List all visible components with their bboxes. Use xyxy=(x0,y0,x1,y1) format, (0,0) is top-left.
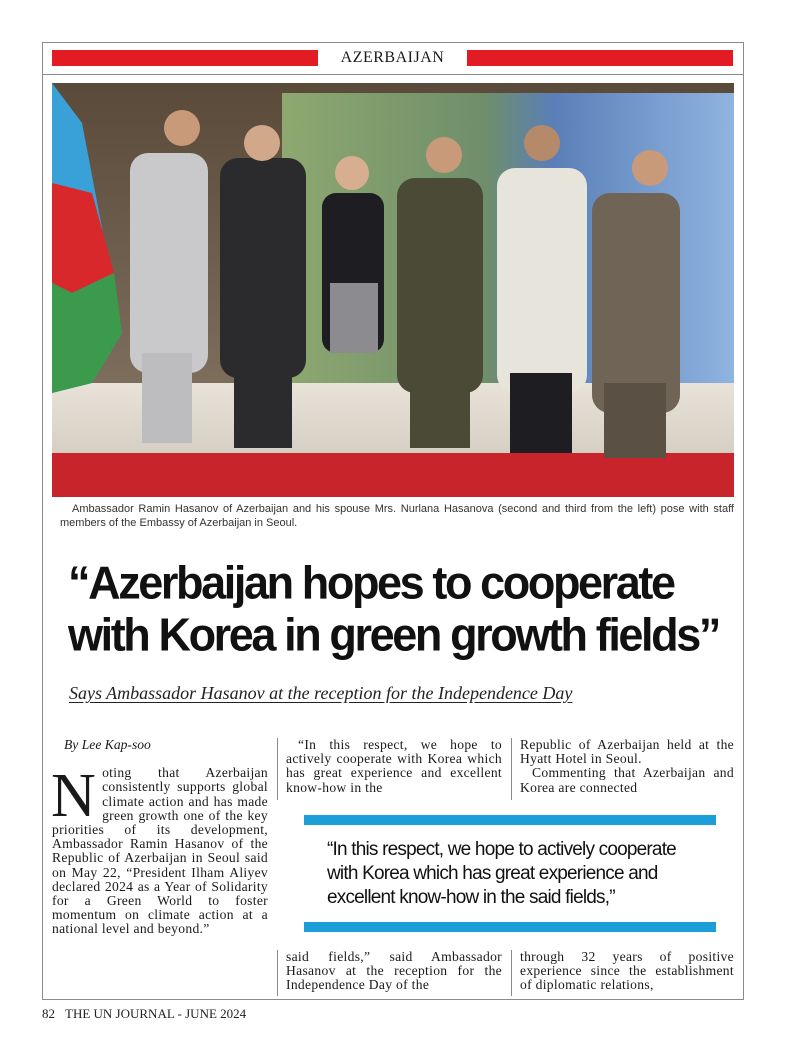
headline xyxy=(68,557,738,661)
group-photo xyxy=(52,83,734,497)
column-1 xyxy=(52,738,268,937)
header-rule xyxy=(42,74,744,75)
page-number: 82 xyxy=(42,1006,55,1021)
column-2-top xyxy=(286,738,502,795)
section-bar-right xyxy=(467,50,733,66)
dropcap: N xyxy=(51,762,97,831)
lead-paragraph-text: oting that Azerbaijan consistently supports global climate action and has made green growth one of the key priorities of its development, Ambassador Ramin Hasanov of the Republic of Azerbaijan in Seoul said on May 22, “President Ilham Aliyev declared 2024 as a Year of Solidarity for a Green World to foster momentum on climate action at a national level and beyond.” xyxy=(52,765,268,937)
column-3-top xyxy=(520,738,734,795)
column-3-bottom xyxy=(520,950,734,993)
headline-line-1: “Azerbaijan hopes to cooperate xyxy=(68,555,674,609)
paragraph: through 32 years of positive experience since the establishment of diplomatic relations, xyxy=(520,949,734,993)
publication-name: THE UN JOURNAL - JUNE 2024 xyxy=(65,1006,247,1021)
section-bar-left xyxy=(52,50,318,66)
paragraph: “In this respect, we hope to actively cooperate with Korea which has great experience and excellent know-how in the xyxy=(286,737,502,795)
byline: By Lee Kap-soo xyxy=(64,737,151,752)
lead-paragraph xyxy=(51,762,268,937)
column-rule xyxy=(511,738,512,800)
column-rule xyxy=(277,950,278,996)
pullquote: “In this respect, we hope to actively cooperate with Korea which has great experience and excellent know-how in the said fields,” xyxy=(327,839,676,908)
section-label: AZERBAIJAN xyxy=(340,49,445,66)
column-2-bottom xyxy=(286,950,502,993)
pullquote-bar-bottom xyxy=(304,922,716,932)
column-rule xyxy=(277,738,278,800)
paragraph: Commenting that Azerbaijan and Korea are connected xyxy=(520,765,734,795)
page-footer xyxy=(42,1006,256,1022)
subhead: Says Ambassador Hasanov at the reception for the Independence Day xyxy=(69,683,573,703)
paragraph: Republic of Azerbaijan held at the Hyatt Hotel in Seoul. xyxy=(520,737,734,767)
photo-caption: Ambassador Ramin Hasanov of Azerbaijan and his spouse Mrs. Nurlana Hasanova (second and third from the left) pose with staff members of the Embassy of Azerbaijan in Seoul. xyxy=(60,503,734,529)
pullquote-bar-top xyxy=(304,815,716,825)
column-rule xyxy=(511,950,512,996)
paragraph: said fields,” said Ambassador Hasanov at the reception for the Independence Day of the xyxy=(286,949,502,993)
headline-line-2: with Korea in green growth fields” xyxy=(68,607,719,661)
